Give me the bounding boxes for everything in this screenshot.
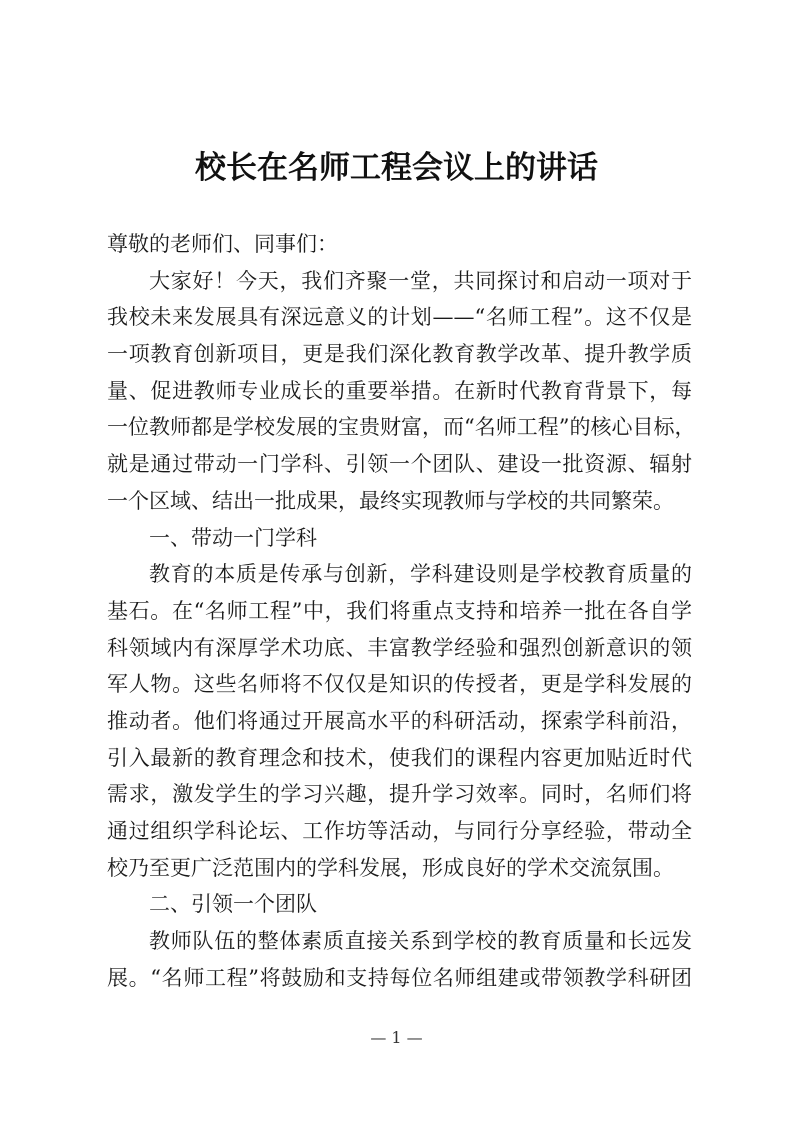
text-line: 就是通过带动一门学科、引领一个团队、建设一批资源、辐射 bbox=[107, 452, 692, 477]
text-line: 一项教育创新项目，更是我们深化教育教学改革、提升教学质 bbox=[107, 342, 692, 367]
text-line: 军人物。这些名师将不仅仅是知识的传授者，更是学科发展的 bbox=[107, 672, 692, 697]
section-heading: 一、带动一门学科 bbox=[149, 525, 317, 550]
text-line: 校乃至更广泛范围内的学科发展，形成良好的学术交流氛围。 bbox=[107, 855, 674, 880]
text-line: 量、促进教师专业成长的重要举措。在新时代教育背景下，每 bbox=[107, 378, 692, 403]
text-line: 展。“名师工程”将鼓励和支持每位名师组建或带领教学科研团 bbox=[107, 965, 692, 990]
text-line: 我校未来发展具有深远意义的计划——“名师工程”。这不仅是 bbox=[107, 305, 692, 330]
section-heading: 二、引领一个团队 bbox=[149, 892, 317, 917]
text-line: 需求，激发学生的学习兴趣，提升学习效率。同时，名师们将 bbox=[107, 782, 692, 807]
text-line: 科领域内有深厚学术功底、丰富教学经验和强烈创新意识的领 bbox=[107, 635, 692, 660]
text-line: 引入最新的教育理念和技术，使我们的课程内容更加贴近时代 bbox=[107, 745, 692, 770]
document-title: 校长在名师工程会议上的讲话 bbox=[195, 150, 598, 186]
document-body bbox=[107, 226, 696, 996]
text-line: 基石。在“名师工程”中，我们将重点支持和培养一批在各自学 bbox=[107, 598, 692, 623]
text-line: 通过组织学科论坛、工作坊等活动，与同行分享经验，带动全 bbox=[107, 819, 692, 843]
text-line: 教育的本质是传承与创新，学科建设则是学校教育质量的 bbox=[149, 562, 692, 587]
text-line: 推动者。他们将通过开展高水平的科研活动，探索学科前沿， bbox=[107, 708, 692, 733]
salutation: 尊敬的老师们、同事们： bbox=[107, 232, 338, 256]
text-line: 大家好！今天，我们齐聚一堂，共同探讨和启动一项对于 bbox=[149, 268, 692, 293]
page-number: — 1 — bbox=[370, 1028, 423, 1047]
text-line: 教师队伍的整体素质直接关系到学校的教育质量和长远发 bbox=[149, 929, 692, 954]
text-line: 一位教师都是学校发展的宝贵财富，而“名师工程”的核心目标， bbox=[107, 415, 696, 440]
paragraph-lines bbox=[107, 263, 696, 997]
text-line: 一个区域、结出一批成果，最终实现教师与学校的共同繁荣。 bbox=[107, 488, 674, 513]
